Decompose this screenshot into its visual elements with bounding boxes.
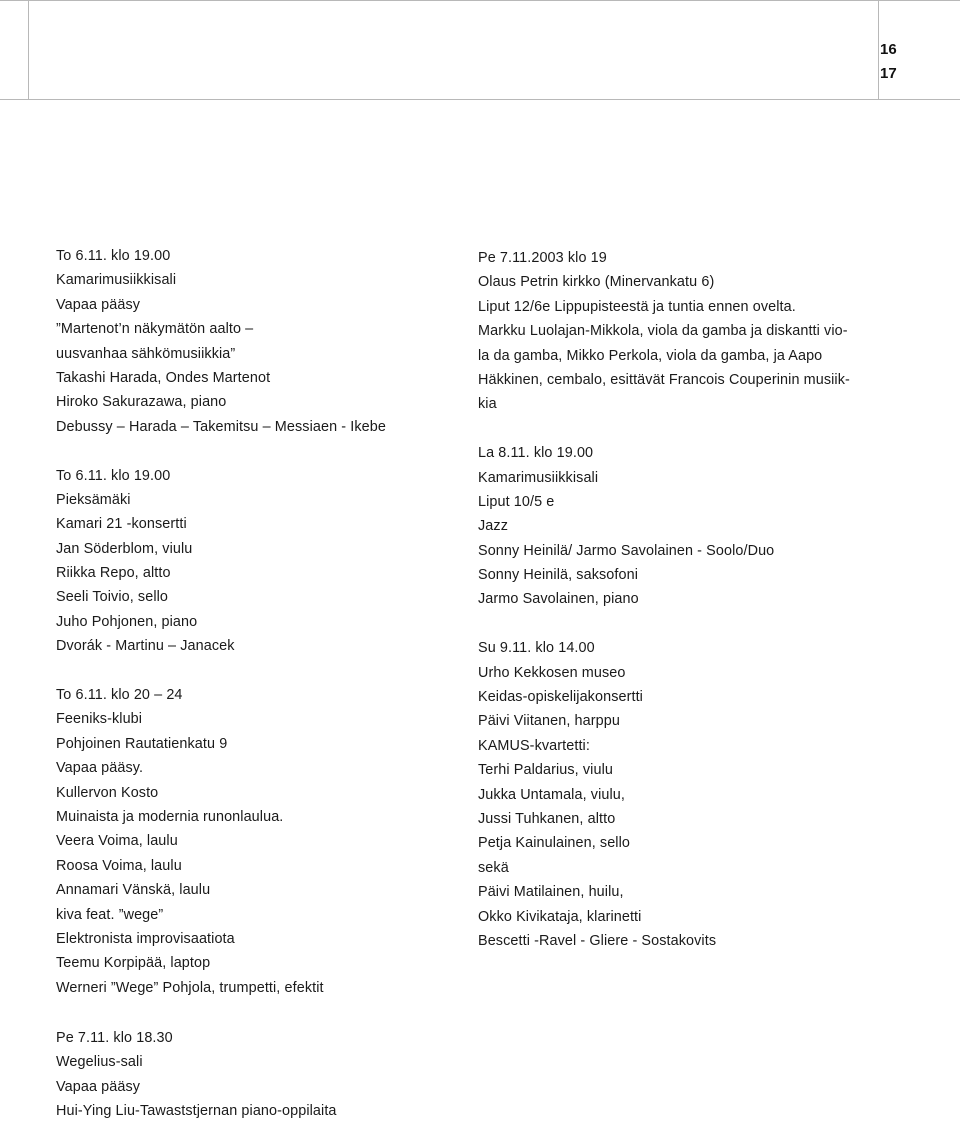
event-performer: Werneri ”Wege” Pohjola, trumpetti, efektit [56, 979, 324, 996]
event-performer: Teemu Korpipää, laptop [56, 955, 211, 972]
event-performer: Terhi Paldarius, viulu [478, 762, 613, 779]
event-date: Pe 7.11. klo 18.30 [56, 1030, 173, 1046]
header-divider-right [878, 0, 879, 100]
event-performer: Riikka Repo, altto [56, 565, 171, 582]
event-venue: Urho Kekkosen museo [478, 664, 626, 681]
event-date: La 8.11. klo 19.00 [478, 445, 594, 462]
event-tickets: Liput 10/5 e [478, 493, 555, 510]
event-address: Pohjoinen Rautatienkatu 9 [56, 735, 228, 752]
event-block [56, 464, 386, 659]
event-title-cont: uusvanhaa sähkömusiikkia” [56, 345, 236, 362]
block-spacer [478, 612, 850, 636]
event-block [478, 636, 850, 953]
header-top-rule [0, 0, 960, 1]
event-title: Kamari 21 -konsertti [56, 516, 187, 533]
event-act: Kullervon Kosto [56, 784, 159, 801]
event-description: Muinaista ja modernia runonlaulua. [56, 808, 284, 825]
event-title: ”Martenot’n näkymätön aalto – [56, 321, 254, 338]
event-performer: Roosa Voima, laulu [56, 857, 182, 874]
event-venue: Wegelius-sali [56, 1054, 143, 1071]
block-spacer [56, 659, 386, 683]
header-bottom-rule [0, 99, 960, 100]
event-date: To 6.11. klo 20 – 24 [56, 687, 183, 704]
event-date: Pe 7.11.2003 klo 19 [478, 250, 607, 266]
event-program: Bescetti -Ravel - Gliere - Sostakovits [478, 932, 717, 949]
event-act: kiva feat. ”wege” [56, 906, 164, 923]
event-description: la da gamba, Mikko Perkola, viola da gamba, ja Aapo [478, 347, 823, 364]
event-performer: Seeli Toivio, sello [56, 589, 169, 606]
right-column [478, 246, 850, 953]
event-admission: Vapaa pääsy [56, 1078, 141, 1095]
event-program: Debussy – Harada – Takemitsu – Messiaen - Ikebe [56, 418, 386, 435]
event-admission: Vapaa pääsy. [56, 760, 144, 777]
event-performer: Okko Kivikataja, klarinetti [478, 908, 642, 925]
event-venue: Kamarimusiikkisali [56, 272, 177, 289]
event-performer: Hiroko Sakurazawa, piano [56, 394, 227, 411]
event-performer: Petja Kainulainen, sello [478, 835, 631, 852]
event-conjunction: sekä [478, 859, 509, 876]
event-performer: Päivi Viitanen, harppu [478, 713, 620, 730]
event-venue: Kamarimusiikkisali [478, 469, 599, 486]
event-description: Häkkinen, cembalo, esittävät Francois Couperinin musiik- [478, 371, 850, 388]
event-block [478, 441, 850, 612]
event-description: kia [478, 396, 497, 413]
event-performer: Veera Voima, laulu [56, 833, 178, 850]
event-venue: Feeniks-klubi [56, 711, 143, 728]
event-performer: Takashi Harada, Ondes Martenot [56, 369, 271, 386]
event-title: Sonny Heinilä/ Jarmo Savolainen - Soolo/Duo [478, 542, 775, 559]
block-spacer [56, 439, 386, 463]
event-block [56, 244, 386, 439]
event-tickets: Liput 12/6e Lippupisteestä ja tuntia ennen ovelta. [478, 298, 796, 315]
event-performer: Päivi Matilainen, huilu, [478, 884, 624, 901]
block-spacer [478, 417, 850, 441]
event-description: Elektronista improvisaatiota [56, 930, 235, 947]
event-performer: Jussi Tuhkanen, altto [478, 810, 616, 827]
event-block [56, 683, 386, 1000]
event-description: Markku Luolajan-Mikkola, viola da gamba ja diskantti vio- [478, 323, 848, 340]
page-number-left: 16 [880, 41, 897, 58]
event-performer: Sonny Heinilä, saksofoni [478, 567, 638, 584]
event-program: Dvorák - Martinu – Janacek [56, 638, 235, 655]
header-divider-left [28, 0, 29, 100]
event-performer: Annamari Vänskä, laulu [56, 882, 211, 899]
event-title: Keidas-opiskelijakonsertti [478, 689, 643, 706]
event-performer: Jukka Untamala, viulu, [478, 786, 625, 803]
event-admission: Vapaa pääsy [56, 296, 141, 313]
event-date: To 6.11. klo 19.00 [56, 248, 171, 264]
page-numbers [880, 38, 940, 86]
event-performer: Jan Söderblom, viulu [56, 540, 193, 557]
event-genre: Jazz [478, 518, 508, 535]
event-venue: Olaus Petrin kirkko (Minervankatu 6) [478, 274, 715, 291]
event-title: Hui-Ying Liu-Tawaststjernan piano-oppilaita [56, 1103, 337, 1120]
event-date: To 6.11. klo 19.00 [56, 467, 171, 484]
bottom-event-block [56, 1026, 337, 1124]
page-number-right: 17 [880, 65, 897, 82]
event-performer: Jarmo Savolainen, piano [478, 591, 639, 608]
event-ensemble: KAMUS-kvartetti: [478, 737, 590, 754]
event-performer: Juho Pohjonen, piano [56, 613, 198, 630]
event-block [478, 246, 850, 417]
event-venue: Pieksämäki [56, 491, 131, 508]
event-date: Su 9.11. klo 14.00 [478, 640, 595, 657]
left-column [56, 244, 386, 1000]
